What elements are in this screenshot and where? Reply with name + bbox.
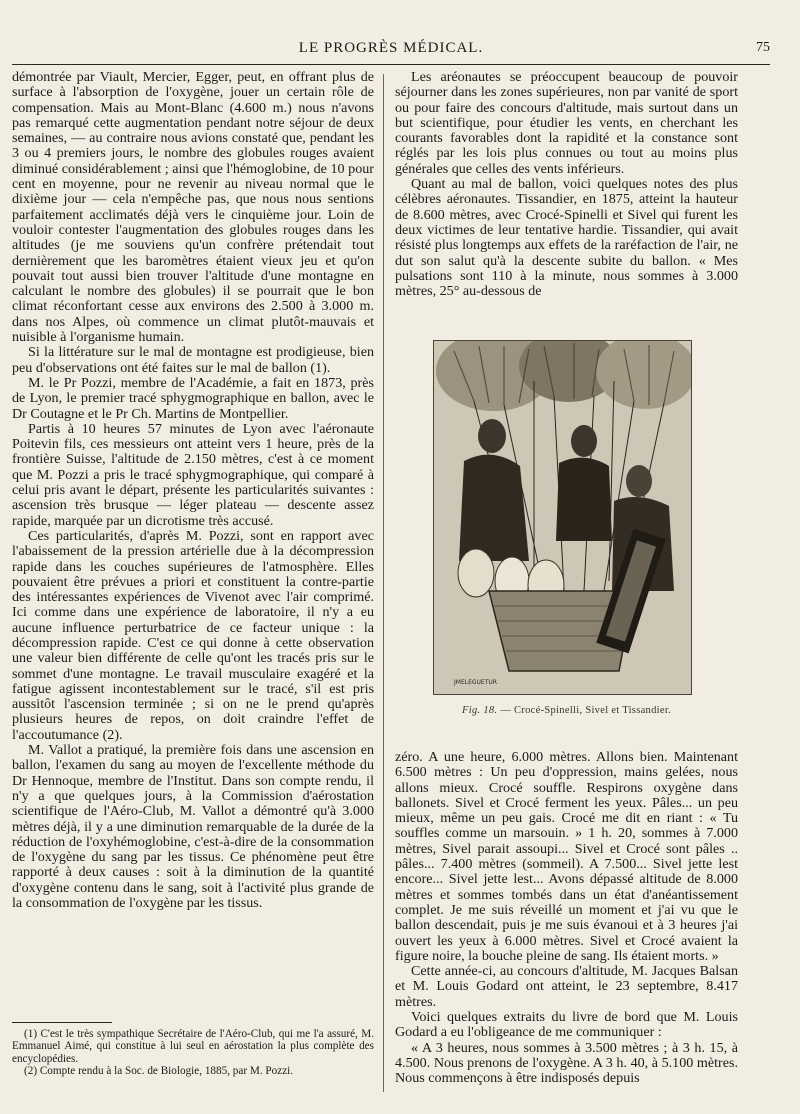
paragraph: Quant au mal de ballon, voici quelques notes des plus célèbres aéronautes. Tissandier, en 1875, atteint la hauteur de 8.600 mètres, avec Crocé-Spinelli et Sivel qui furent les deux victimes de leur tentative hardie. Tissandier, qui avait résisté plus longtemps aux effets de la raréfaction de l'air, ne dut son salut qu'à la descente subite du ballon. « Mes pulsations sont 110 à la minute, nous sommes à 3.000 mètres, 25° au-dessous de: [395, 176, 738, 300]
balloon-engraving: [433, 340, 692, 695]
right-column-bottom: [395, 750, 738, 1087]
right-column-top: [395, 70, 738, 299]
footnote: (1) C'est le très sympathique Secrétaire de l'Aéro-Club, qui me l'a assuré, M. Emmanuel Aimé, qui constitue à lui seul en aérostation la plus complète des encyclopédies.: [12, 1028, 374, 1065]
footnotes: [12, 1028, 374, 1077]
paragraph: Voici quelques extraits du livre de bord que M. Louis Godard a eu l'obligeance de me communiquer :: [395, 1009, 738, 1041]
paragraph: Si la littérature sur le mal de montagne est prodigieuse, bien peu d'observations ont été faites sur le mal de ballon (1).: [12, 344, 374, 376]
figure-caption: [395, 705, 738, 716]
paragraph: Cette année-ci, au concours d'altitude, M. Jacques Balsan et M. Louis Godard ont atteint, le 23 septembre, 8.417 mètres.: [395, 963, 738, 1010]
engraving-illustration: [434, 341, 691, 694]
left-column: [12, 70, 374, 911]
figure-caption-text: — Crocé-Spinelli, Sivel et Tissandier.: [500, 705, 671, 716]
paragraph: démontrée par Viault, Mercier, Egger, peut, en offrant plus de surface à l'absorption de l'oxygène, jouer un certain rôle de compensation. Mais au Mont-Blanc (4.600 m.) nous n'avons pas remarqué cette augmentation pendant notre séjour de deux semaines, — au contraire nous avions constaté que, pendant les 3 ou 4 premiers jours, le nombre des globules rouges avaient diminué considérablement ; ainsi que l'hémoglobine, de 10 pour cent en moyenne, pour ne revenir au niveau normal que le dixième jour — cela n'empêche pas, que nous nous sentions parfaitement acclimatés déjà vers le cinquième jour. Loin de vouloir contester l'augmentation des globules rouges dans les altitudes (je me souviens qu'un confrère prétendait tout dernièrement que les baromètres étaient vieux jeu et qu'on pouvait tout aussi bien trouver l'altitude d'une montagne en calculant le nombre des globules) il se pourrait que le bon climat réconfortant cesse aux environs des 2.500 à 3.000 m. dans nos Alpes, où commence un climat plutôt-mauvais et nuisible à l'organisme humain.: [12, 69, 374, 346]
footnote: (2) Compte rendu à la Soc. de Biologie, 1885, par M. Pozzi.: [24, 1064, 294, 1077]
paragraph: Ces particularités, d'après M. Pozzi, sont en rapport avec l'abaissement de la pression artérielle due à la décompression rapide dans les couches supérieures de l'atmosphère. Elles pouvaient être prévues a priori et constituent la contre-partie des intéressantes expériences de Vivenot avec l'air comprimé. Ici comme dans une expérience de laboratoire, il n'y a eu aucune influence perturbatrice de ce facteur unique : la décompression rapide. C'est ce qui donne à cette observation une valeur bien différente de celle qu'ont les tracés pris sur le sommet d'une montagne. Le travail musculaire exagéré et la fatigue agissent incontestablement sur le tracé, s'il est pris aussitôt l'ascension terminée ; si on ne le prend qu'après plusieurs heures de repos, on doit craindre l'effet de l'accoutumance (2).: [12, 527, 374, 743]
paragraph: zéro. A une heure, 6.000 mètres. Allons bien. Maintenant 6.500 mètres : Un peu d'oppression, mains gelées, nous allons mieux. Crocé souffle. Respirons oxygène dans ballonets. Sivel et Crocé ferment les yeux. Pâles... un peu mieux, même un peu gais. Crocé me dit en riant : « Tu souffles comme un marsouin. » 1 h. 20, sommes à 7.000 mètres, Sivel parait assoupi... Sivel et Crocé sont pâles .. pâles... 7.400 mètres (sommeil). A 7.500... Sivel jette lest encore... Sivel jette lest... Avons dépassé altitude de 8.000 mètres et sommes tombés dans un état d'anéantissement complet. Je me suis réveillé un moment et j'ai vu que le ballon descendait, puis je me suis évanoui et à 3 heures j'ai ouvert les yeux à 6.000 mètres. Sivel et Crocé avaient la figure noire, la bouche pleine de sang. Ils étaient morts. »: [395, 749, 738, 964]
figure-label: Fig. 18.: [462, 705, 498, 716]
paragraph: M. Vallot a pratiqué, la première fois dans une ascension en ballon, l'examen du sang au moyen de l'excellente méthode du Dr Hennoque, membre de l'Institut. Dans son compte rendu, il n'y a que quelques jours, à la Commission d'aérostation scientifique de l'Aéro-Club, M. Vallot a démontré qu'à 3.000 mètres déjà, il y a une diminution remarquable de la durée de la réduction de l'oxyhémoglobine, c'est-à-dire de la consommation de l'oxygène du sang par les tissus. Ce phénomène peut être rapporté à deux causes : soit à la diminution de la quantité d'oxygène contenu dans le sang, soit à l'activité plus grande de la consommation de l'oxygène par les tissus.: [12, 742, 374, 912]
footnote-rule: [12, 1022, 112, 1023]
paragraph: M. le Pr Pozzi, membre de l'Académie, a fait en 1873, près de Lyon, le premier tracé sphygmographique en ballon, avec le Dr Coutagne et le Pr Ch. Martins de Montpellier.: [12, 374, 374, 422]
header-rule: [12, 64, 770, 65]
paragraph: Les aréonautes se préoccupent beaucoup de pouvoir séjourner dans les zones supérieures, non par vanité de sport ou pour faire des concours d'altitude, mais surtout dans un but scientifique, pour étudier les vents, en cherchant les courants favorables dont la rapidité et la constance sont réglés par les lois plus connues ou tout au moins plus générales que celles des vents inférieurs.: [395, 69, 738, 177]
page-header: [12, 40, 770, 62]
paragraph: Partis à 10 heures 57 minutes de Lyon avec l'aéronaute Poitevin fils, ces messieurs ont atteint vers 1 heure, près de la frontière Suisse, l'altitude de 2.150 mètres, c'est à ce moment que M. Pozzi a pris le tracé sphygmographique, qui comparé à celui pris avant le départ, présente les particularités suivantes : ascension très brusque — léger plateau — descente assez rapide, marquée par un dicrotisme très accusé.: [12, 420, 374, 529]
journal-title: LE PROGRÈS MÉDICAL.: [298, 40, 484, 56]
column-separator: [383, 74, 384, 1092]
page-number: 75: [756, 40, 770, 55]
paragraph: « A 3 heures, nous sommes à 3.500 mètres ; à 3 h. 15, à 4.500. Nous prenons de l'oxygène. A 3 h. 40, à 5.100 mètres. Nous commençons à être indisposés depuis: [395, 1039, 738, 1087]
svg-text:JMELEGUETUR: JMELEGUETUR: [454, 679, 497, 686]
